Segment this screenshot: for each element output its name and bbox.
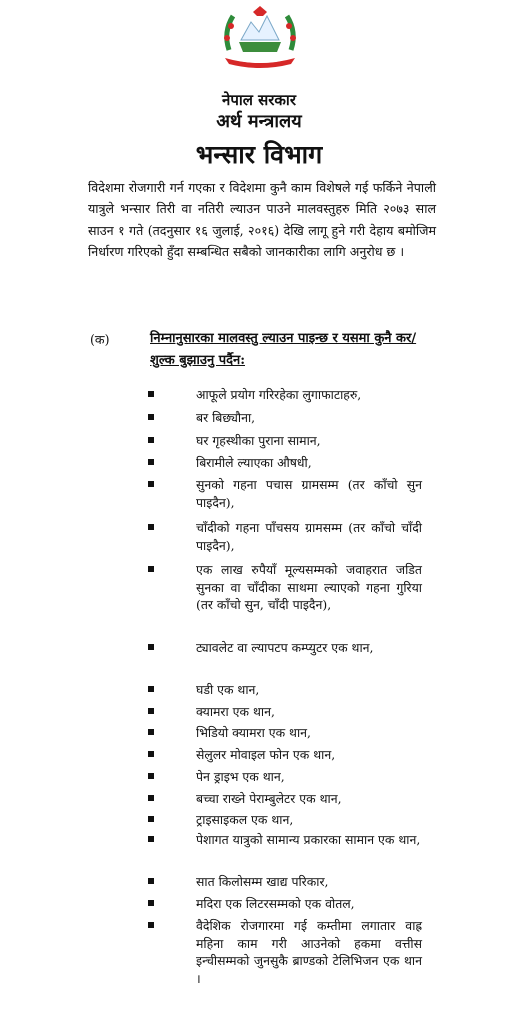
nepal-emblem	[219, 2, 301, 68]
bullet-icon	[148, 751, 154, 757]
bullet-icon	[148, 414, 154, 420]
bullet-icon	[148, 391, 154, 397]
bullet-icon	[148, 708, 154, 714]
bullet-icon	[148, 437, 154, 443]
government-title: नेपाल सरकार	[222, 91, 296, 109]
intro-paragraph: विदेशमा रोजगारी गर्न गएका र विदेशमा कुनै काम विशेषले गई फर्किने नेपाली यात्रुले भन्सार तिरी वा नतिरी ल्याउन पाउने मालवस्तुहरु मिति २०७३ साल साउन १ गते (तदनुसार १६ जुलाई, २०१६) देखि लागू हुने गरी देहाय बमोजिम निर्धारण गरिएको हुँदा सम्बन्धित सबैको जानकारीका लागि अनुरोध छ ।	[88, 180, 436, 260]
bullet-icon	[148, 900, 154, 906]
bullet-icon	[148, 524, 154, 530]
bullet-icon	[148, 836, 154, 842]
bullet-icon	[148, 481, 154, 487]
bullet-icon	[148, 795, 154, 801]
bullet-icon	[148, 644, 154, 650]
bullet-icon	[148, 459, 154, 465]
section-marker: (क)	[90, 332, 110, 347]
bullet-icon	[148, 922, 154, 928]
bullet-icon	[148, 816, 154, 822]
bullet-icon	[148, 686, 154, 692]
bullet-icon	[148, 773, 154, 779]
bullet-icon	[148, 878, 154, 884]
bullet-icon	[148, 729, 154, 735]
section-title: निम्नानुसारका मालवस्तु ल्याउन पाइन्छ र यसमा कुनै कर/शुल्क बुझाउनु पर्दैन:	[150, 331, 417, 368]
department-title: भन्सार विभाग	[195, 140, 323, 169]
ministry-title: अर्थ मन्त्रालय	[216, 111, 302, 132]
bullet-icon	[148, 566, 154, 572]
